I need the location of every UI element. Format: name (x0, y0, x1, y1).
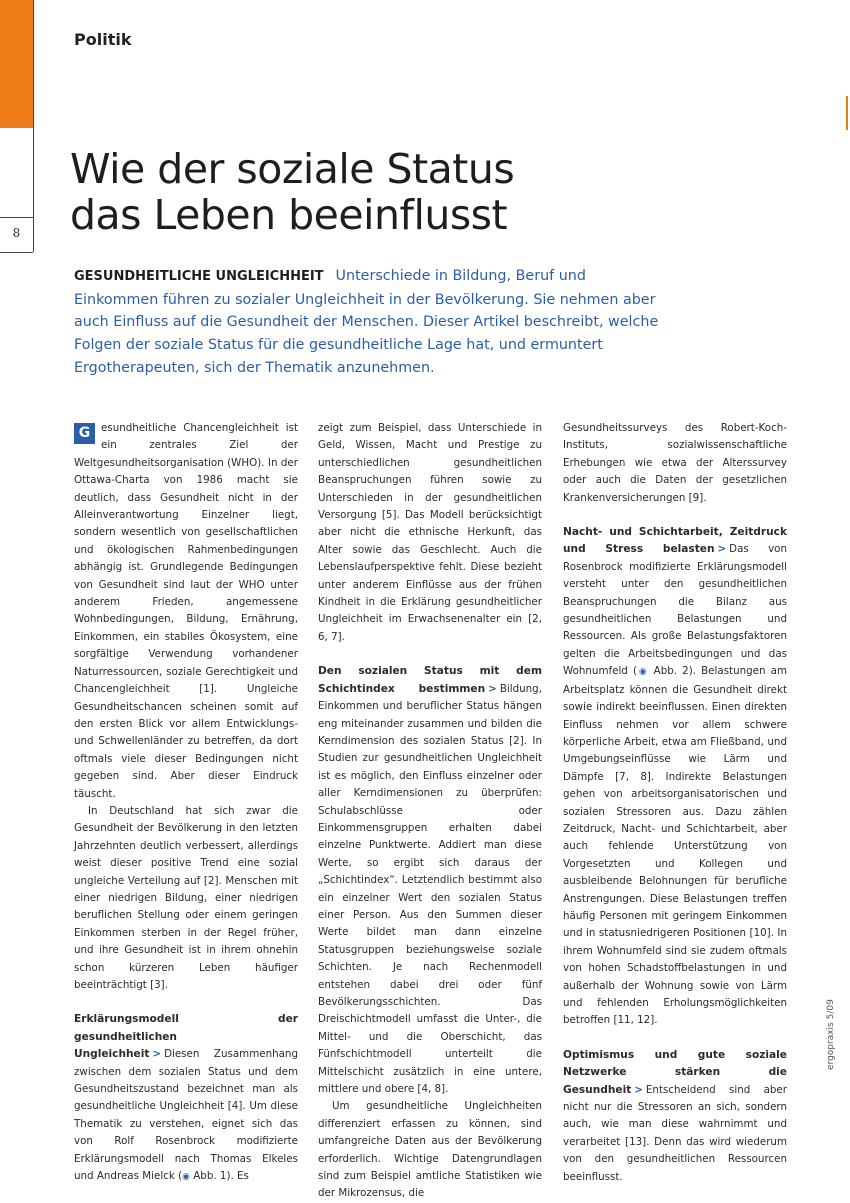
stress-text-a: Das von Rosenbrock modifizierte Erklärungsmodell versteht unter den gesundheitlichen Beanspruchungen die Bilanz aus gesundheitlichen Belastungen und Ressourcen. Als große Belastungsfaktoren gelten die Arbeitsbedingungen und das Wohnumfeld ( (563, 543, 788, 678)
drop-cap: G (74, 423, 95, 444)
eye-icon: ◉ (182, 1172, 190, 1183)
subheading-shift-work: Nacht- und Schichtarbeit, Zeitdruck und Stress belasten (563, 526, 787, 556)
lead-kicker: GESUNDHEITLICHE UNGLEICHHEIT (74, 269, 324, 284)
page-number: 8 (12, 226, 21, 240)
article-title (70, 146, 514, 238)
schichtindex-text: Bildung, Einkommen und beruflicher Status hängen eng miteinander zusammen und bilden die Kerndimension des sozialen Status [2]. In Studien zur gesundheitlichen Ungleichheit ist es möglich, den Einfluss einzelner oder aller Kerndimensionen zu überprüfen: Schulabschlüsse oder Einkommensgruppen erhalten dabei einzelne Punktwerte. Addiert man diese Werte, so ergibt sich daraus der „Schichtindex“. Letztendlich bestimmt also ein einzelner Wert den sozialen Status einer Person. Aus den Summen dieser Werte bildet man dann einzelne Statusgruppen beziehungsweise soziale Schichten. Je nach Rechenmodell entstehen dabei drei oder fünf Bevölkerungsschichten. Das Dreischichtmodell umfasst die Unter-, die Mittel- und die Oberschicht, das Fünfschichtmodell unterteilt die Mittelschicht zusätzlich in eine untere, mittlere und obere [4, 8]. (318, 682, 542, 1096)
model-text: Diesen Zusammenhang zwischen dem sozialen Status und dem Gesundheitszustand bezeichnet man als gesundheitliche Ungleichheit [4]. Um diese Thematik zu verstehen, eignet sich das von Rolf Rosenbrock modifizierte Erklärungsmodell nach Thomas Elkeles und Andreas Mielck ( (74, 1048, 298, 1183)
section-label: Politik (74, 30, 132, 49)
section-color-tab (0, 0, 33, 128)
subheading-optimism: Optimismus und gute soziale Netzwerke stärken die Gesundheit (563, 1048, 787, 1096)
paragraph-data-sources: Um gesundheitliche Ungleichheiten differenziert erfassen zu können, sind umfangreiche Daten aus der Bevölkerung erforderlich. Wichtige Datengrundlagen sind zum Beispiel amtliche Statistiken wie der Mikrozensus, die (318, 1100, 542, 1200)
paragraph-surveys: Gesundheitssurveys des Robert-Koch-Instituts, sozialwissenschaftliche Erhebungen wie etwa der Alterssurvey oder auch die Daten der gesetzlichen Krankenversicherungen [9]. (563, 422, 787, 504)
arrow-marker: > (488, 682, 497, 695)
lead-paragraph (74, 265, 664, 380)
column-3 (563, 420, 787, 1186)
edge-marker (846, 96, 848, 130)
title-line-1: Wie der soziale Status (70, 145, 515, 193)
journal-footer: ergopraxis 5/09 (826, 999, 836, 1070)
title-line-2: das Leben beeinflusst (70, 191, 508, 239)
eye-icon: ◉ (636, 667, 649, 678)
column-1 (74, 420, 298, 1186)
paragraph-germany: In Deutschland hat sich zwar die Gesundheit der Bevölkerung in den letzten Jahrzehnten deutlich verbessert, allerdings weist dieser positive Trend eine sozial ungleiche Verteilung auf [2]. Menschen mit einer niedrigen Bildung, einer niedrigen beruflichen Stellung oder einem geringen Einkommen sterben in der Regel früher, und ihre Gesundheit ist in ihrem ohnehin schon kürzeren Leben häufiger beeinträchtigt [3]. (74, 804, 298, 991)
intro-text: esundheitliche Chancengleichheit ist ein zentrales Ziel der Weltgesundheitsorganisation (WHO). In der Ottawa-Charta von 1986 macht sie deutlich, dass Gesundheit nicht in der Alleinverantwortung Einzelner liegt, sondern wesentlich von gesellschaftlichen und ökologischen Rahmenbedingungen abhängig ist. Grundlegende Bedingungen von Gesundheit sind laut der WHO unter anderem Frieden, angemessene Wohnbedingungen, Bildung, Ernährung, Einkommen, ein stabiles Ökosystem, eine sorgfältige Verwendung vorhandener Naturressourcen, soziale Gerechtigkeit und Chancengleichheit [1]. Ungleiche Gesundheitschancen scheinen somit auf den ersten Blick vor allem Entwicklungs- und Schwellenländer zu betreffen, da dort oftmals viele dieser Bedingungen nicht gegeben sind. Aber dieser Eindruck täuscht. (74, 422, 298, 800)
column-2 (318, 420, 542, 1203)
lead-text: Unterschiede in Bildung, Beruf und Einkommen führen zu sozialer Ungleichheit in der Bevölkerung. Sie nehmen aber auch Einfluss auf die Gesundheit der Menschen. Dieser Artikel beschreibt, welche Folgen der soziale Status für die gesundheitliche Lage hat, und ermuntert Ergotherapeuten, sich der Thematik anzunehmen. (74, 268, 659, 376)
figure-ref-1[interactable]: Abb. 1). Es (193, 1170, 249, 1183)
optimism-text: Entscheidend sind aber nicht nur die Stressoren an sich, sondern auch, wie man diese wahrnimmt und verarbeitet [13]. Denn das wird wiederum von den gesundheitlichen Ressourcen beeinflusst. (563, 1083, 787, 1183)
paragraph-intro (74, 420, 298, 803)
margin-rule (33, 0, 34, 252)
paragraph-model-cont: zeigt zum Beispiel, dass Unterschiede in Geld, Wissen, Macht und Prestige zu unterschiedlichen gesundheitlichen Beanspruchungen führen sowie zu Unterschieden in der gesundheitlichen Versorgung [5]. Das Modell berücksichtigt aber nicht die ethnische Herkunft, das Alter sowie das Geschlecht. Auch die Lebenslaufperspektive fehlt. Diese bezieht unter anderem Einflüsse aus der frühen Kindheit in die Erklärung gesundheitlicher Ungleichheit im Erwachsenenalter ein [2, 6, 7]. (318, 422, 542, 643)
page-number-rule-bottom (0, 252, 33, 253)
figure-ref-2[interactable]: Abb. 2) (653, 665, 693, 678)
stress-text-b: . Belastungen am Arbeitsplatz können die Gesundheit direkt sowie indirekt beeinflussen. Einen direkten Einfluss nehmen vor allem schwere körperliche Arbeit, etwa am Fließband, und Umgebungseinflüsse wie Lärm und Dämpfe [7, 8]. Indirekte Belastungen gehen von arbeitsorganisatorischen und sozialen Stressoren aus. Dazu zählen Zeitdruck, Nacht- und Schichtarbeit, aber auch fehlende Unterstützung von Vorgesetzten und Kollegen und ausbleibende Belohnungen für berufliche Anstrengungen. Diese Belastungen treffen häufig Personen mit geringem Einkommen und in statusniedrigeren Positionen [10]. In ihrem Wohnumfeld sind sie zudem oftmals von hohen Schadstoffbelastungen in und außerhalb der Wohnung sowie von Lärm und fehlenden Erholungsmöglichkeiten betroffen [11, 12]. (563, 665, 787, 1027)
arrow-marker: > (152, 1048, 162, 1061)
arrow-marker: > (634, 1083, 643, 1096)
subheading-explanation-model: Erklärungsmodell der gesundheitlichen Ungleichheit (74, 1013, 298, 1061)
arrow-marker: > (717, 543, 727, 556)
subheading-schichtindex: Den sozialen Status mit dem Schichtindex bestimmen (318, 665, 542, 695)
page-number-rule-top (0, 217, 33, 218)
